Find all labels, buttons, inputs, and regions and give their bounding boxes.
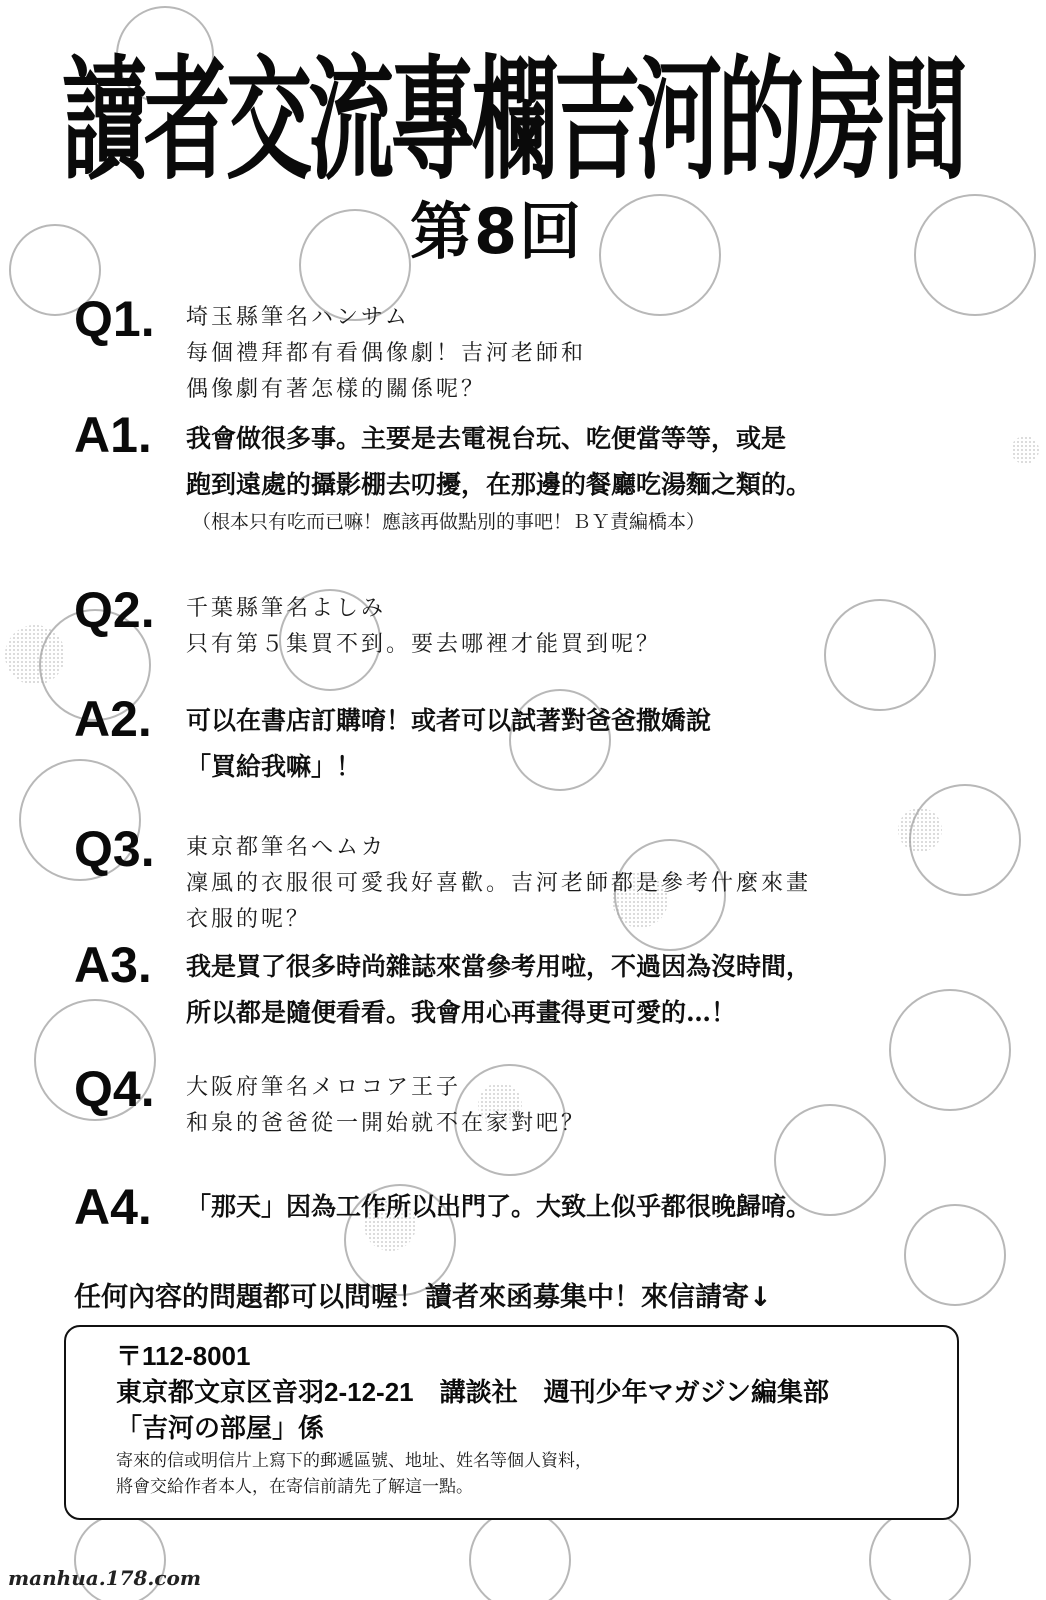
editor-note: （根本只有吃而已嘛！應該再做點別的事吧！ＢＹ責編橋本） (192, 511, 706, 533)
privacy-note: 將會交給作者本人，在寄信前請先了解這一點。 (116, 1477, 473, 1497)
doodle-face (870, 1510, 970, 1600)
answer-line: 我是買了很多時尚雜誌來當參考用啦，不過因為沒時間， (186, 952, 812, 981)
answer-label: A2. (74, 691, 152, 747)
question-sender: 大阪府筆名メロコア王子 (186, 1075, 462, 1100)
question-label: Q2. (74, 582, 155, 638)
question-label: Q3. (74, 821, 155, 877)
address-box (64, 1325, 959, 1520)
answer-label: A1. (74, 407, 152, 463)
question-label: Q4. (74, 1061, 155, 1117)
answer-line: 「買給我嘛」！ (186, 752, 362, 781)
answer-label: A3. (74, 937, 152, 993)
answer-line: 可以在書店訂購唷！或者可以試著對爸爸撒嬌說 (186, 706, 712, 735)
answer-line: 跑到遠處的攝影棚去叨擾，在那邊的餐廳吃湯麵之類的。 (186, 470, 812, 499)
question-sender: 埼玉縣筆名ハンサム (186, 305, 410, 330)
doodle-face (600, 195, 720, 315)
issue-number: 第8回 (410, 195, 584, 268)
doodle-face (915, 195, 1035, 315)
doodle-face (470, 1510, 570, 1600)
question-sender: 東京都筆名へムカ (186, 835, 387, 860)
question-line: 每個禮拜都有看偶像劇！吉河老師和 (186, 341, 587, 366)
answer-label: A4. (74, 1179, 152, 1235)
mailing-address: 東京都文京区音羽2-12-21 講談社 週刊少年マガジン編集部 (116, 1377, 829, 1407)
question-line: 只有第５集買不到。要去哪裡才能買到呢？ (186, 632, 662, 657)
question-line: 衣服的呢？ (186, 907, 312, 932)
postal-code: 〒112-8001 (116, 1341, 251, 1371)
question-line: 和泉的爸爸從一開始就不在家對吧？ (186, 1111, 587, 1136)
privacy-note: 寄來的信或明信片上寫下的郵遞區號、地址、姓名等個人資料， (116, 1451, 592, 1471)
answer-line: 「那天」因為工作所以出門了。大致上似乎都很晚歸唷。 (186, 1192, 812, 1221)
question-line: 凜風的衣服很可愛我好喜歡。吉河老師都是參考什麼來畫 (186, 871, 812, 896)
answer-line: 所以都是隨便看看。我會用心再畫得更可愛的…！ (186, 998, 737, 1027)
mail-recipient: 「吉河の部屋」係 (116, 1413, 325, 1443)
page-title: 讀者交流專欄吉河的房間 (62, 43, 964, 199)
question-line: 偶像劇有著怎樣的關係呢？ (186, 377, 487, 402)
question-sender: 千葉縣筆名よしみ (186, 596, 387, 621)
call-to-action: 任何內容的問題都可以問喔！讀者來函募集中！來信請寄↓ (74, 1282, 772, 1313)
site-watermark: manhua.178.com (8, 1566, 202, 1590)
answer-line: 我會做很多事。主要是去電視台玩、吃便當等等，或是 (186, 424, 787, 453)
question-label: Q1. (74, 291, 155, 347)
